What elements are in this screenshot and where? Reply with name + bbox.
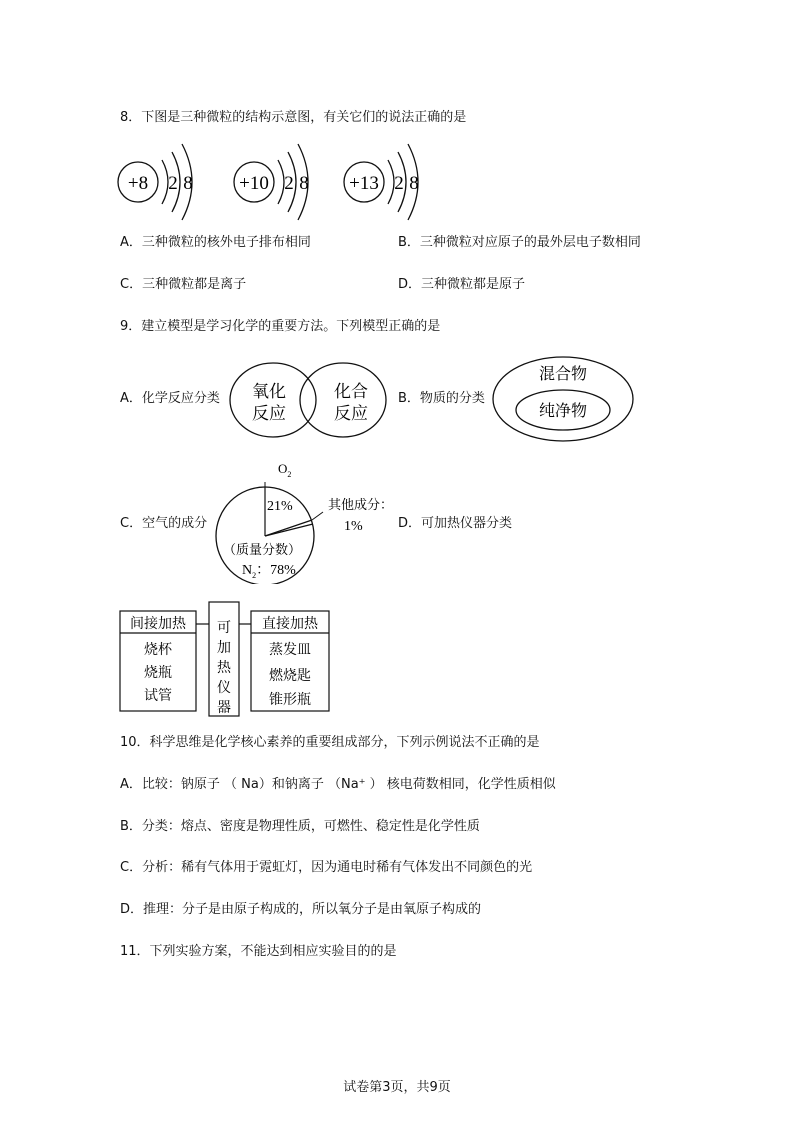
venn-diagram [226, 360, 396, 440]
venn-right-text-2: 反应 [334, 404, 368, 424]
q9-option-b-label: B．物质的分类 [398, 391, 485, 406]
q8-option-a: A．三种微粒的核外电子排布相同 [120, 235, 311, 250]
direct-heating-title: 直接加热 [262, 616, 318, 632]
q8-option-d: D．三种微粒都是原子 [398, 277, 526, 292]
q8-atom-diagrams [110, 140, 430, 225]
q11-stem: 11．下列实验方案，不能达到相应实验目的的是 [120, 944, 397, 959]
q10-option-d: D．推理：分子是由原子构成的，所以氧分子是由氧原子构成的 [120, 902, 482, 917]
nucleus-label-3: +13 [349, 173, 379, 194]
other-components-label: 其他成分： [328, 498, 394, 513]
q9-option-d-label: D．可加热仪器分类 [398, 516, 513, 531]
direct-item-3: 锥形瓶 [269, 692, 311, 708]
heating-instruments-diagram [118, 600, 332, 718]
nucleus-label-2: +10 [239, 173, 269, 194]
mixture-label: 混合物 [538, 364, 588, 383]
shell2-electrons-1: 8 [183, 173, 193, 194]
q8-option-c: C．三种微粒都是离子 [120, 277, 247, 292]
indirect-item-1: 烧杯 [144, 642, 172, 658]
q8-option-b: B．三种微粒对应原子的最外层电子数相同 [398, 235, 641, 250]
center-char-3: 热 [217, 660, 231, 676]
q10-stem: 10．科学思维是化学核心素养的重要组成部分，下列示例说法不正确的是 [120, 735, 540, 750]
center-char-2: 加 [217, 640, 231, 656]
atom-structure-3 [344, 144, 419, 220]
o2-percent: 21% [267, 499, 293, 514]
q10-option-a: A．比较：钠原子 （ Na）和钠离子 （Na⁺ ） 核电荷数相同，化学性质相似 [120, 777, 556, 792]
q10-option-c: C．分析：稀有气体用于霓虹灯，因为通电时稀有气体发出不同颜色的光 [120, 860, 533, 875]
shell1-electrons-2: 2 [284, 173, 294, 194]
atom-structure-2 [234, 144, 309, 220]
q9-option-a-label: A．化学反应分类 [120, 391, 220, 406]
direct-item-1: 蒸发皿 [269, 642, 311, 658]
atom-structure-1 [118, 144, 193, 220]
q9-option-c-label: C．空气的成分 [120, 516, 208, 531]
mass-fraction-label: （质量分数） [222, 543, 302, 558]
indirect-item-3: 试管 [144, 688, 172, 704]
pure-substance-label: 纯净物 [538, 401, 588, 420]
indirect-heating-title: 间接加热 [130, 616, 186, 632]
shell1-electrons-1: 2 [168, 173, 178, 194]
q8-stem: 8．下图是三种微粒的结构示意图，有关它们的说法正确的是 [120, 110, 467, 125]
q9-stem: 9．建立模型是学习化学的重要方法。下列模型正确的是 [120, 319, 441, 334]
page-footer: 试卷第3页，共9页 [343, 1080, 451, 1095]
o2-label: $O_2$ [278, 461, 292, 479]
venn-left-text-1: 氧化 [252, 382, 286, 402]
indirect-item-2: 烧瓶 [144, 665, 172, 681]
venn-left-text-2: 反应 [252, 404, 286, 424]
center-char-1: 可 [217, 620, 231, 636]
q10-option-b: B．分类：熔点、密度是物理性质，可燃性、稳定性是化学性质 [120, 819, 480, 834]
shell1-electrons-3: 2 [394, 173, 404, 194]
shell2-electrons-3: 8 [409, 173, 419, 194]
air-composition-pie [210, 454, 400, 584]
shell2-electrons-2: 8 [299, 173, 309, 194]
center-char-4: 仪 [217, 680, 231, 696]
other-components-percent: 1% [344, 519, 363, 534]
venn-right-text-1: 化合 [334, 382, 368, 402]
substance-classification-diagram [490, 354, 636, 444]
direct-item-2: 燃烧匙 [269, 668, 311, 684]
nucleus-label-1: +8 [127, 173, 149, 194]
n2-label: $N_2$：78% [242, 563, 296, 580]
center-char-5: 器 [217, 700, 231, 716]
